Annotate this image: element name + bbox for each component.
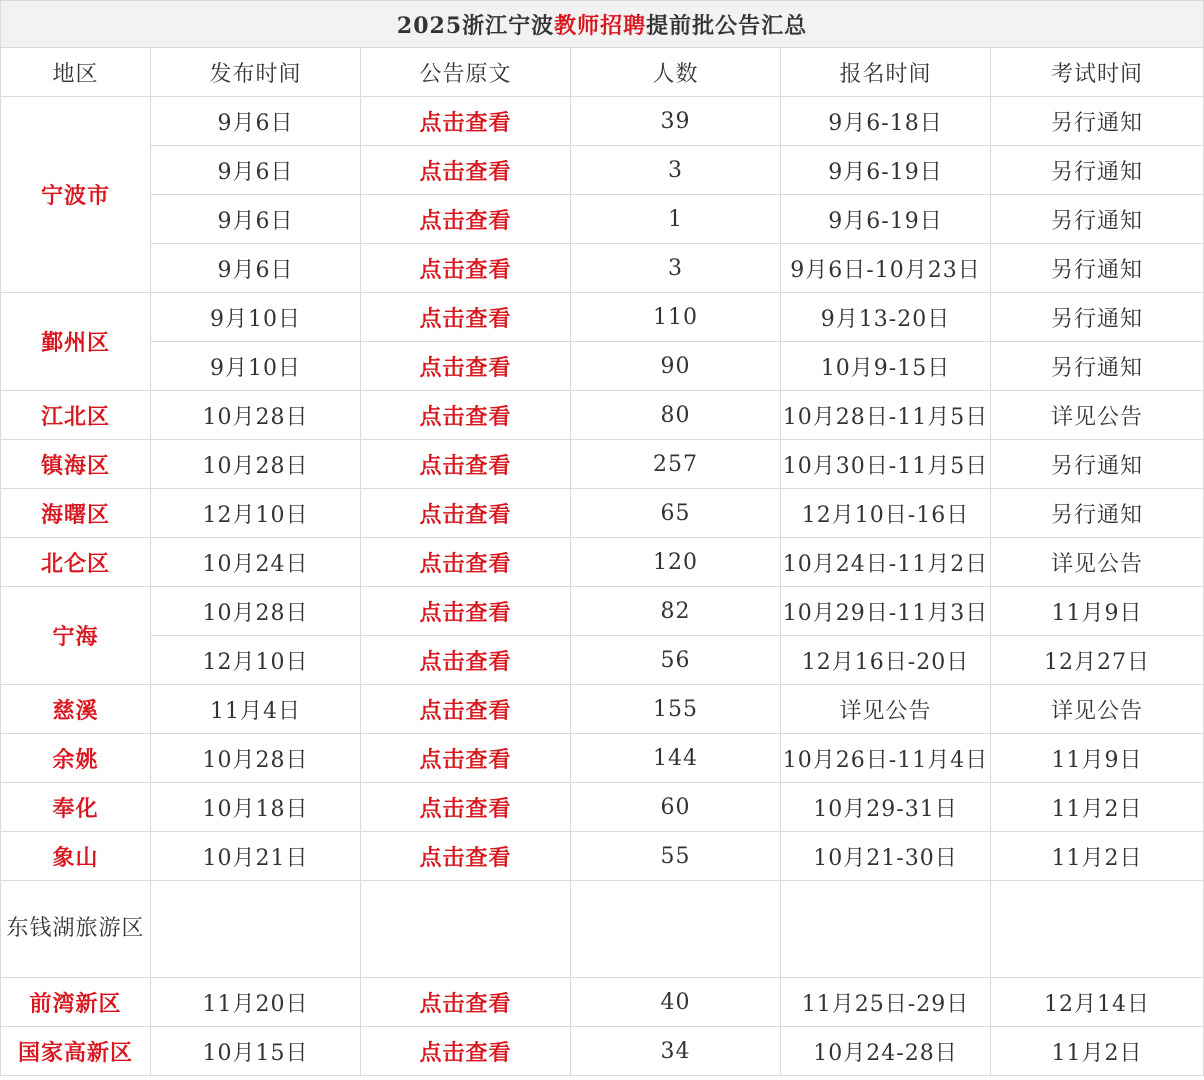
signup-period: 10月24日-11月2日 xyxy=(781,538,991,587)
signup-period: 9月6-19日 xyxy=(781,195,991,244)
signup-period: 10月9-15日 xyxy=(781,342,991,391)
publish-date: 9月10日 xyxy=(151,293,361,342)
header-row xyxy=(1,48,1204,97)
exam-date: 详见公告 xyxy=(991,391,1204,440)
signup-period: 9月6-19日 xyxy=(781,146,991,195)
view-link[interactable]: 点击查看 xyxy=(361,978,571,1027)
view-link[interactable]: 点击查看 xyxy=(361,832,571,881)
view-link[interactable]: 点击查看 xyxy=(361,734,571,783)
count: 39 xyxy=(571,97,781,146)
view-link[interactable]: 点击查看 xyxy=(361,587,571,636)
table-row xyxy=(1,587,1204,636)
table-row xyxy=(1,195,1204,244)
count: 3 xyxy=(571,244,781,293)
exam-date: 12月14日 xyxy=(991,978,1204,1027)
count: 80 xyxy=(571,391,781,440)
view-link[interactable]: 点击查看 xyxy=(361,391,571,440)
count: 55 xyxy=(571,832,781,881)
view-link[interactable]: 点击查看 xyxy=(361,195,571,244)
count: 1 xyxy=(571,195,781,244)
table-title xyxy=(1,1,1204,48)
exam-date: 另行通知 xyxy=(991,97,1204,146)
region-cell: 宁海 xyxy=(1,587,151,685)
view-link[interactable]: 点击查看 xyxy=(361,97,571,146)
publish-date: 10月15日 xyxy=(151,1027,361,1076)
publish-date: 10月18日 xyxy=(151,783,361,832)
exam-date: 11月2日 xyxy=(991,783,1204,832)
header-publish-date: 发布时间 xyxy=(151,48,361,97)
view-link-empty xyxy=(361,881,571,978)
header-region: 地区 xyxy=(1,48,151,97)
region-cell: 宁波市 xyxy=(1,97,151,293)
title-suffix: 提前批公告汇总 xyxy=(646,12,808,39)
table-row xyxy=(1,783,1204,832)
table-row xyxy=(1,1027,1204,1076)
signup-period: 10月26日-11月4日 xyxy=(781,734,991,783)
region-cell: 奉化 xyxy=(1,783,151,832)
table-row xyxy=(1,440,1204,489)
region-cell: 国家高新区 xyxy=(1,1027,151,1076)
view-link[interactable]: 点击查看 xyxy=(361,489,571,538)
exam-date: 12月27日 xyxy=(991,636,1204,685)
signup-period: 详见公告 xyxy=(781,685,991,734)
table-row xyxy=(1,244,1204,293)
title-row xyxy=(1,1,1204,48)
view-link[interactable]: 点击查看 xyxy=(361,538,571,587)
exam-date: 11月9日 xyxy=(991,587,1204,636)
region-cell: 前湾新区 xyxy=(1,978,151,1027)
view-link[interactable]: 点击查看 xyxy=(361,440,571,489)
table-row xyxy=(1,146,1204,195)
table-row xyxy=(1,391,1204,440)
title-prefix: 2025浙江宁波 xyxy=(396,12,555,39)
view-link[interactable]: 点击查看 xyxy=(361,293,571,342)
exam-date: 11月2日 xyxy=(991,832,1204,881)
publish-date: 12月10日 xyxy=(151,636,361,685)
count: 56 xyxy=(571,636,781,685)
count: 40 xyxy=(571,978,781,1027)
table-row xyxy=(1,832,1204,881)
publish-date: 9月6日 xyxy=(151,244,361,293)
table-row xyxy=(1,978,1204,1027)
count xyxy=(571,881,781,978)
signup-period xyxy=(781,881,991,978)
view-link[interactable]: 点击查看 xyxy=(361,783,571,832)
publish-date: 9月6日 xyxy=(151,195,361,244)
exam-date: 另行通知 xyxy=(991,342,1204,391)
exam-date: 详见公告 xyxy=(991,685,1204,734)
publish-date: 10月28日 xyxy=(151,734,361,783)
signup-period: 10月29日-11月3日 xyxy=(781,587,991,636)
publish-date: 10月28日 xyxy=(151,391,361,440)
signup-period: 10月28日-11月5日 xyxy=(781,391,991,440)
signup-period: 12月16日-20日 xyxy=(781,636,991,685)
signup-period: 10月29-31日 xyxy=(781,783,991,832)
region-cell: 江北区 xyxy=(1,391,151,440)
exam-date: 详见公告 xyxy=(991,538,1204,587)
view-link[interactable]: 点击查看 xyxy=(361,1027,571,1076)
publish-date xyxy=(151,881,361,978)
view-link[interactable]: 点击查看 xyxy=(361,146,571,195)
exam-date: 另行通知 xyxy=(991,293,1204,342)
count: 155 xyxy=(571,685,781,734)
count: 3 xyxy=(571,146,781,195)
table-row xyxy=(1,342,1204,391)
table-row xyxy=(1,97,1204,146)
region-cell: 鄞州区 xyxy=(1,293,151,391)
signup-period: 9月6-18日 xyxy=(781,97,991,146)
publish-date: 9月6日 xyxy=(151,97,361,146)
region-cell: 东钱湖旅游区 xyxy=(1,881,151,978)
view-link[interactable]: 点击查看 xyxy=(361,342,571,391)
publish-date: 10月24日 xyxy=(151,538,361,587)
publish-date: 9月6日 xyxy=(151,146,361,195)
exam-date: 另行通知 xyxy=(991,489,1204,538)
signup-period: 10月30日-11月5日 xyxy=(781,440,991,489)
publish-date: 11月4日 xyxy=(151,685,361,734)
count: 110 xyxy=(571,293,781,342)
table-row xyxy=(1,489,1204,538)
region-cell: 象山 xyxy=(1,832,151,881)
exam-date: 另行通知 xyxy=(991,440,1204,489)
count: 144 xyxy=(571,734,781,783)
signup-period: 10月24-28日 xyxy=(781,1027,991,1076)
header-original: 公告原文 xyxy=(361,48,571,97)
publish-date: 12月10日 xyxy=(151,489,361,538)
count: 60 xyxy=(571,783,781,832)
header-signup: 报名时间 xyxy=(781,48,991,97)
table-row xyxy=(1,538,1204,587)
table-row xyxy=(1,881,1204,978)
signup-period: 11月25日-29日 xyxy=(781,978,991,1027)
count: 120 xyxy=(571,538,781,587)
count: 34 xyxy=(571,1027,781,1076)
exam-date: 11月9日 xyxy=(991,734,1204,783)
exam-date: 11月2日 xyxy=(991,1027,1204,1076)
signup-period: 9月6日-10月23日 xyxy=(781,244,991,293)
count: 65 xyxy=(571,489,781,538)
table-row xyxy=(1,636,1204,685)
publish-date: 10月28日 xyxy=(151,587,361,636)
signup-period: 10月21-30日 xyxy=(781,832,991,881)
region-cell: 余姚 xyxy=(1,734,151,783)
signup-period: 9月13-20日 xyxy=(781,293,991,342)
table-row xyxy=(1,685,1204,734)
region-cell: 镇海区 xyxy=(1,440,151,489)
count: 90 xyxy=(571,342,781,391)
header-count: 人数 xyxy=(571,48,781,97)
exam-date: 另行通知 xyxy=(991,244,1204,293)
count: 257 xyxy=(571,440,781,489)
view-link[interactable]: 点击查看 xyxy=(361,244,571,293)
exam-date: 另行通知 xyxy=(991,146,1204,195)
exam-date xyxy=(991,881,1204,978)
publish-date: 11月20日 xyxy=(151,978,361,1027)
view-link[interactable]: 点击查看 xyxy=(361,636,571,685)
view-link[interactable]: 点击查看 xyxy=(361,685,571,734)
table-row xyxy=(1,293,1204,342)
signup-period: 12月10日-16日 xyxy=(781,489,991,538)
publish-date: 10月21日 xyxy=(151,832,361,881)
exam-date: 另行通知 xyxy=(991,195,1204,244)
title-highlight: 教师招聘 xyxy=(554,12,647,39)
publish-date: 10月28日 xyxy=(151,440,361,489)
region-cell: 北仑区 xyxy=(1,538,151,587)
header-exam: 考试时间 xyxy=(991,48,1204,97)
region-cell: 慈溪 xyxy=(1,685,151,734)
count: 82 xyxy=(571,587,781,636)
table-row xyxy=(1,734,1204,783)
publish-date: 9月10日 xyxy=(151,342,361,391)
region-cell: 海曙区 xyxy=(1,489,151,538)
